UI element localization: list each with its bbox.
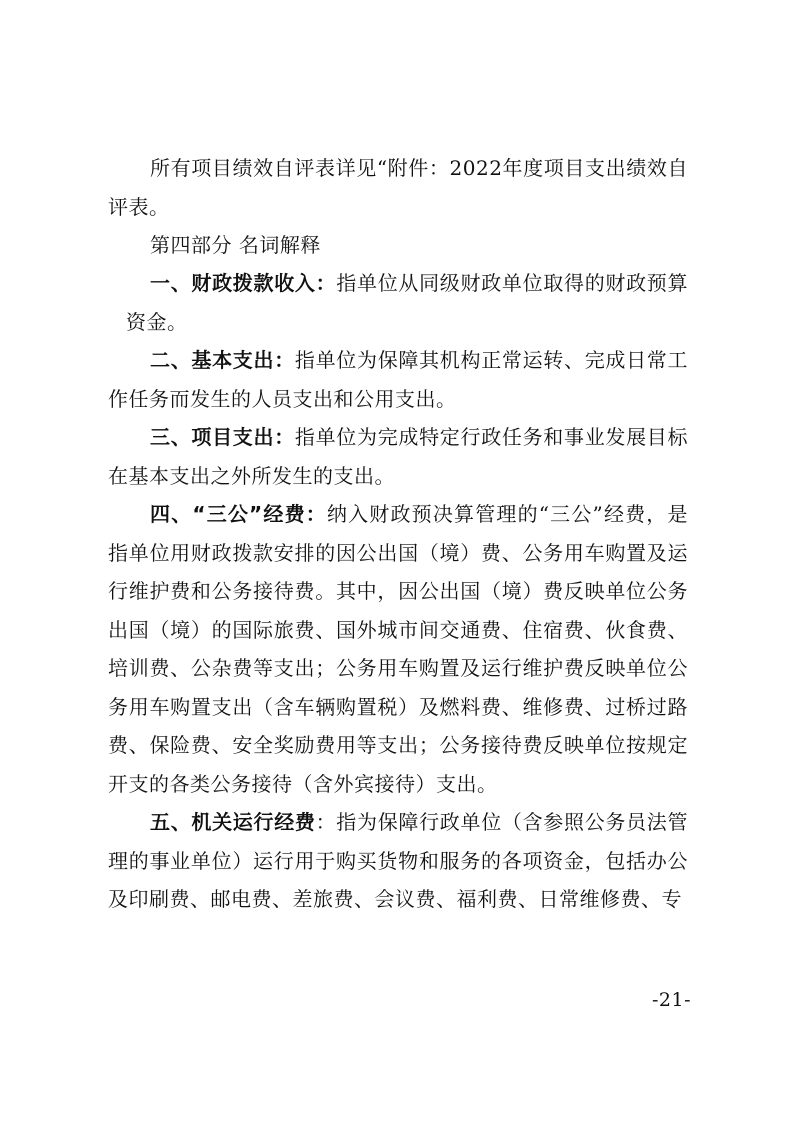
definition-term: 五、机关运行经费 xyxy=(150,810,316,834)
section-heading xyxy=(108,226,688,265)
paragraph-text: 所有项目绩效自评表详见“附件：2022年度项目支出绩效自评表。 xyxy=(108,156,688,219)
definition-term: 一、财政拨款收入： xyxy=(150,271,337,295)
definition-text: 纳入财政预决算管理的“三公”经费，是指单位用财政拨款安排的因公出国（境）费、公务用车购置及运行维护费和公务接待费。其中，因公出国（境）费反映单位公务出国（境）的国际旅费、国外城市间交通费、住宿费、伙食费、培训费、公杂费等支出；公务用车购置及运行维护费反映单位公务用车购置支出（含车辆购置税）及燃料费、维修费、过桥过路费、保险费、安全奖励费用等支出；公务接待费反映单位按规定开支的各类公务接待（含外宾接待）支出。 xyxy=(108,502,688,796)
page-number: -21- xyxy=(652,989,692,1011)
definition-term: 四、“三公”经费： xyxy=(150,502,327,526)
definition-text: 指单位为完成特定行政任务和事业发展目标在基本支出之外所发生的支出。 xyxy=(108,425,689,488)
section-heading-text: 第四部分 名词解释 xyxy=(150,233,321,257)
definition-project-expenditure xyxy=(108,418,688,495)
definition-text: 指单位为保障其机构正常运转、完成日常工作任务而发生的人员支出和公用支出。 xyxy=(108,348,689,411)
definition-fiscal-appropriation xyxy=(108,264,688,341)
definition-text: 指单位从同级财政单位取得的财政预算资金。 xyxy=(126,271,689,334)
definition-text: ：指为保障行政单位（含参照公务员法管理的事业单位）运行用于购买货物和服务的各项资金，包括办公及印刷费、邮电费、差旅费、会议费、福利费、日常维修费、专 xyxy=(108,810,689,911)
definition-term: 二、基本支出： xyxy=(150,348,295,372)
paragraph-performance-note xyxy=(108,149,688,226)
definition-term: 三、项目支出： xyxy=(150,425,295,449)
definition-operating-expenses xyxy=(108,803,688,919)
definition-basic-expenditure xyxy=(108,341,688,418)
definition-three-public-expenses xyxy=(108,495,688,803)
